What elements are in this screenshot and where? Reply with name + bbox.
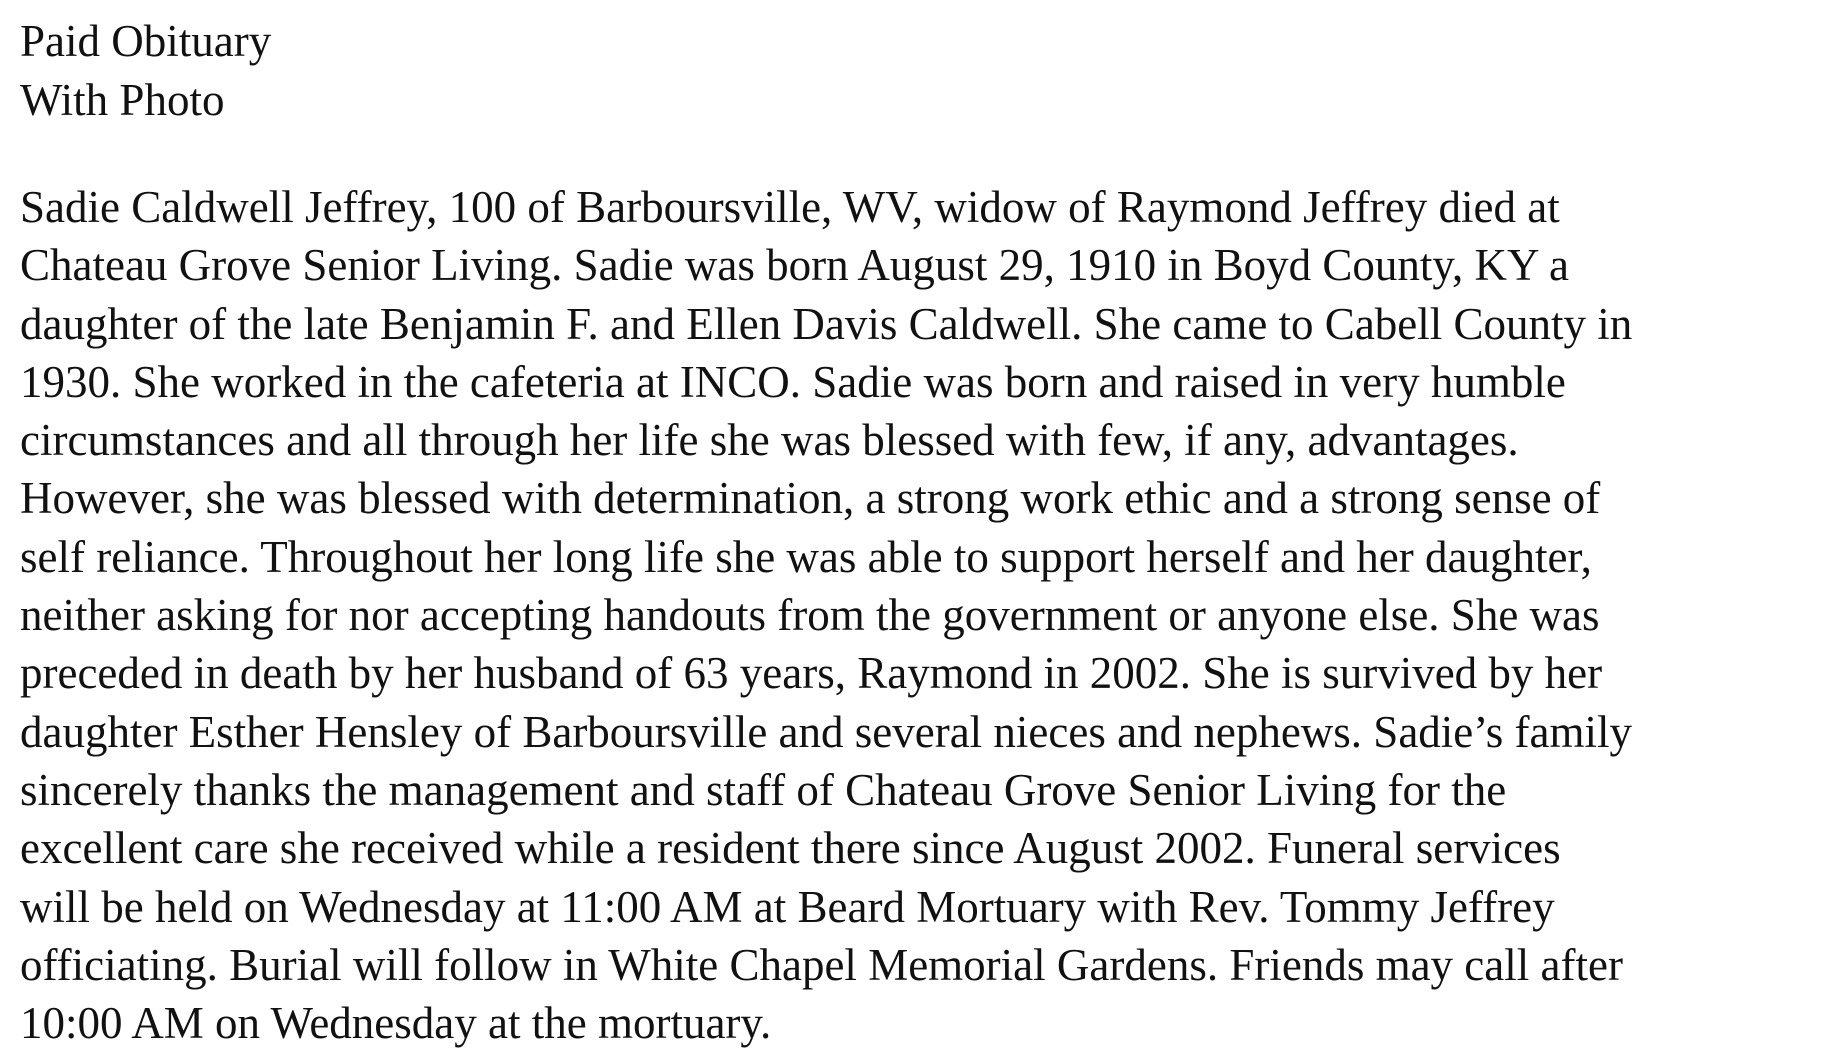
body-line: However, she was blessed with determination, a strong work ethic and a strong sense of — [20, 473, 1601, 524]
body-line: daughter of the late Benjamin F. and Ellen Davis Caldwell. She came to Cabell County in — [20, 298, 1633, 349]
header-line-paid-obituary: Paid Obituary — [20, 16, 272, 66]
header-line-with-photo: With Photo — [20, 75, 225, 125]
body-line: 10:00 AM on Wednesday at the mortuary. — [20, 998, 772, 1049]
body-line: daughter Esther Hensley of Barboursville and several nieces and nephews. Sadie’s family — [20, 706, 1633, 757]
body-line: self reliance. Throughout her long life she was able to support herself and her daughter, — [20, 531, 1592, 582]
body-line: will be held on Wednesday at 11:00 AM at Beard Mortuary with Rev. Tommy Jeffrey — [20, 881, 1555, 932]
body-line: circumstances and all through her life she was blessed with few, if any, advantages. — [20, 415, 1519, 466]
obituary-body — [20, 178, 1830, 1052]
body-line: Chateau Grove Senior Living. Sadie was born August 29, 1910 in Boyd County, KY a — [20, 240, 1570, 291]
body-line: sincerely thanks the management and staff of Chateau Grove Senior Living for the — [20, 764, 1507, 815]
body-line: neither asking for nor accepting handouts from the government or anyone else. She was — [20, 590, 1600, 641]
body-line: 1930. She worked in the cafeteria at INCO. Sadie was born and raised in very humble — [20, 356, 1566, 407]
obituary-header — [20, 12, 271, 130]
body-line: preceded in death by her husband of 63 years, Raymond in 2002. She is survived by her — [20, 648, 1603, 699]
body-line: excellent care she received while a resident there since August 2002. Funeral services — [20, 823, 1561, 874]
body-line: Sadie Caldwell Jeffrey, 100 of Barboursville, WV, widow of Raymond Jeffrey died at — [20, 182, 1560, 232]
body-line: officiating. Burial will follow in White Chapel Memorial Gardens. Friends may call after — [20, 939, 1623, 990]
